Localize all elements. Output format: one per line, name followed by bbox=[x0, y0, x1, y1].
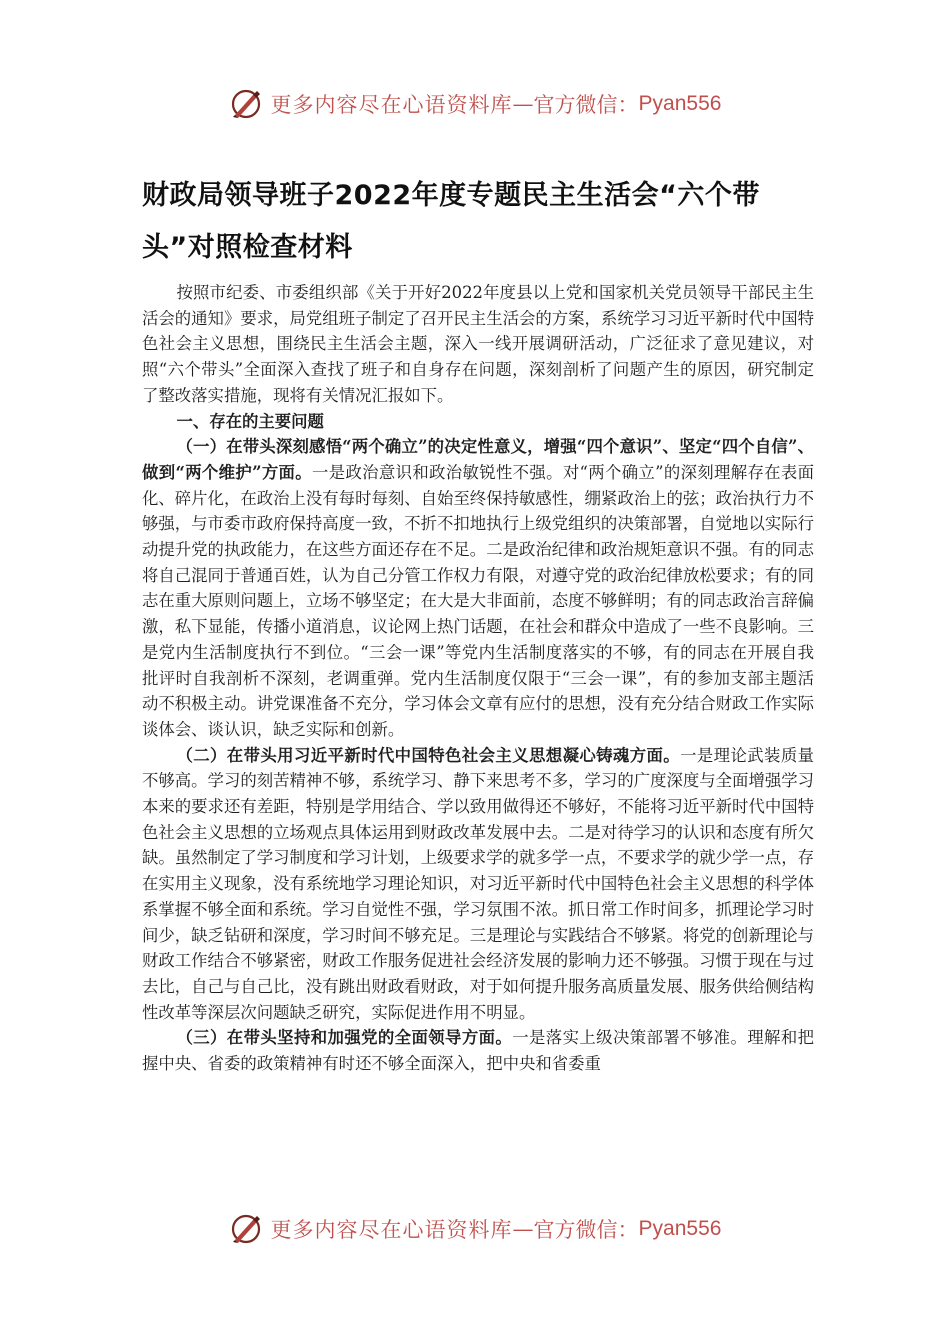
subsection-2-paragraph bbox=[142, 743, 814, 1026]
footer-brand-text: 更多内容尽在心语资料库 bbox=[270, 1218, 513, 1242]
subsection-3-paragraph bbox=[142, 1025, 814, 1076]
subsection-3-body: 一是落实上级决策部署不够准。理解和把握中央、省委的政策精神有时还不够全面深入，把中央和省委重 bbox=[142, 1028, 815, 1074]
footer-wechat-label: 官方微信： bbox=[533, 1218, 639, 1242]
banner-separator: — bbox=[512, 92, 534, 116]
banner-brand-text: 更多内容尽在心语资料库 bbox=[270, 93, 513, 117]
footer-separator: — bbox=[512, 1217, 534, 1241]
pen-logo-icon bbox=[229, 1212, 263, 1246]
subsection-2-lead: （二）在带头用习近平新时代中国特色社会主义思想凝心铸魂方面。 bbox=[176, 745, 681, 765]
footer-wechat-handle: Pyan556 bbox=[638, 1217, 722, 1240]
banner-wechat-handle: Pyan556 bbox=[638, 92, 722, 115]
intro-paragraph: 按照市纪委、市委组织部《关于开好2022年度县以上党和国家机关党员领导干部民主生活会的通知》要求，局党组班子制定了召开民主生活会的方案，系统学习习近平新时代中国特色社会主义思想，围绕民主生活会主题，深入一线开展调研活动，广泛征求了意见建议，对照“六个带头”全面深入查找了班子和自身存在问题，深刻剖析了问题产生的原因，研究制定了整改落实措施，现将有关情况汇报如下。 bbox=[142, 283, 815, 405]
subsection-1-body: 一是政治意识和政治敏锐性不强。对“两个确立”的深刻理解存在表面化、碎片化，在政治上没有每时每刻、自始至终保持敏感性，绷紧政治上的弦；政治执行力不够强，与市委市政府保持高度一致，不折不扣地执行上级党组织的决策部署，自觉地以实际行动提升党的执政能力，在这些方面还存在不足。二是政治纪律和政治规矩意识不强。有的同志将自己混同于普通百姓，认为自己分管工作权力有限，对遵守党的政治纪律放松要求；有的同志在重大原则问题上，立场不够坚定；在大是大非面前，态度不够鲜明；有的同志政治言辞偏激，私下显能，传播小道消息，议论网上热门话题，在社会和群众中造成了一些不良影响。三是党内生活制度执行不到位。“三会一课”等党内生活制度落实的不够，有的同志在开展自我批评时自我剖析不深刻，老调重弹。党内生活制度仅限于“三会一课”，有的参加支部主题活动不积极主动。讲党课准备不充分，学习体会文章有应付的思想，没有充分结合财政工作实际谈体会、谈认识，缺乏实际和创新。 bbox=[142, 462, 815, 739]
subsection-3-lead: （三）在带头坚持和加强党的全面领导方面。 bbox=[176, 1028, 513, 1048]
document-body bbox=[142, 280, 814, 1077]
pen-logo-icon bbox=[229, 87, 263, 121]
subsection-2-body: 一是理论武装质量不够高。学习的刻苦精神不够，系统学习、静下来思考不多，学习的广度深度与全面增强学习本来的要求还有差距，特别是学用结合、学以致用做得还不够好，不能将习近平新时代中国特色社会主义思想的立场观点具体运用到财政改革发展中去。二是对待学习的认识和态度有所欠缺。虽然制定了学习制度和学习计划，上级要求学的就多学一点，不要求学的就少学一点，存在实用主义现象，没有系统地学习理论知识，对习近平新时代中国特色社会主义思想的科学体系掌握不够全面和系统。学习自觉性不强，学习氛围不浓。抓日常工作时间多，抓理论学习时间少，缺乏钻研和深度，学习时间不够充足。三是理论与实践结合不够紧。将党的创新理论与财政工作结合不够紧密，财政工作服务促进社会经济发展的影响力还不够强。习惯于现在与过去比，自己与自己比，没有跳出财政看财政，对于如何提升服务高质量发展、服务供给侧结构性改革等深层次问题缺乏研究，实际促进作用不明显。 bbox=[142, 745, 815, 1022]
document-title: 财政局领导班子2022年度专题民主生活会“六个带头”对照检查材料 bbox=[142, 180, 760, 263]
subsection-1-lead: （一）在带头深刻感悟“两个确立”的决定性意义，增强“四个意识”、坚定“四个自信”、做到“两个维护”方面。 bbox=[142, 437, 814, 482]
subsection-1-paragraph bbox=[142, 434, 814, 742]
banner-wechat-label: 官方微信： bbox=[533, 93, 639, 117]
section-heading: 一、存在的主要问题 bbox=[176, 411, 324, 431]
footer-banner bbox=[0, 1209, 950, 1249]
header-banner bbox=[0, 84, 950, 124]
